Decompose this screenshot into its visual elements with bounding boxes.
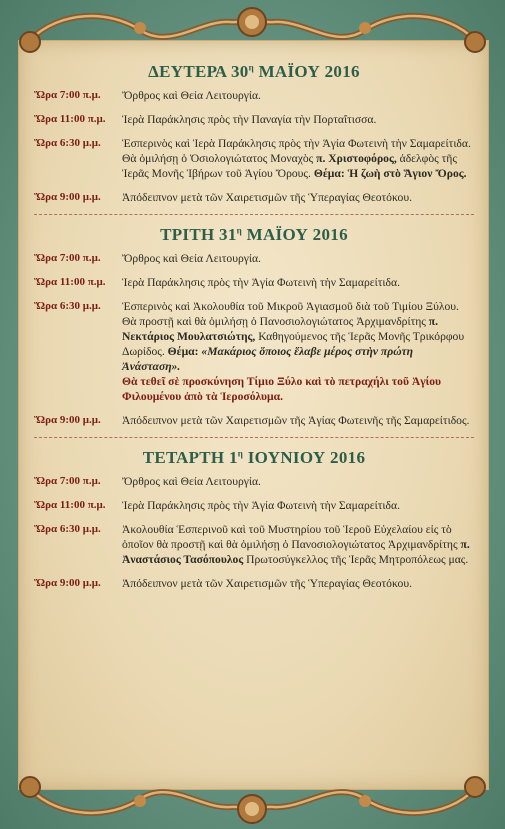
time-label: Ὥρα 7:00 π.μ. (34, 89, 101, 101)
speaker-name: π. Ἀναστάσιος Τασόπουλος (122, 538, 470, 566)
divider (34, 214, 474, 215)
event-text: Ἀπόδειπνον μετὰ τῶν Χαιρετισμῶν τῆς Ὑπεραγίας Θεοτόκου. (122, 577, 412, 590)
schedule-row (34, 413, 474, 428)
event-text: Ἱερὰ Παράκλησις πρὸς τὴν Ἁγία Φωτεινὴ τὴν Σαμαρείτιδα. (122, 276, 400, 289)
event-text: Ἀκολουθία Ἑσπερινοῦ καὶ τοῦ Μυστηρίου τοῦ Ἱεροῦ Εὐχελαίου εἰς τὸ ὁποῖον θὰ προστῇ καὶ θὰ ὁμιλήσῃ ὁ Πανοσιολογιώτατος Ἀρχιμανδρίτης π. Ἀναστάσιος Τασόπουλος Πρωτοσύγκελλος τῆς Ἱερᾶς Μητροπόλεως μας. (122, 523, 470, 566)
time-label: Ὥρα 6:30 μ.μ. (34, 523, 101, 535)
day-heading: ΤΕΤΑΡΤΗ $1^\eta$ ΙΟΥΝΙΟΥ 2016 (142, 448, 366, 467)
schedule-row (34, 136, 474, 181)
event-text: Ἀπόδειπνον μετὰ τῶν Χαιρετισμῶν τῆς Ὑπεραγίας Θεοτόκου. (122, 191, 412, 204)
time-label: Ὥρα 11:00 π.μ. (34, 113, 106, 125)
time-label: Ὥρα 7:00 π.μ. (34, 475, 101, 487)
bottom-ornament (0, 769, 505, 829)
speaker-name: π. Νεκτάριος Μουλατσιώτης, (122, 315, 439, 343)
day-heading: ΤΡΙΤΗ $31^\eta$ ΜΑΪΟΥ 2016 (160, 225, 348, 244)
event-text: Ἀπόδειπνον μετὰ τῶν Χαιρετισμῶν τῆς Ἁγίας Φωτεινῆς τῆς Σαμαρείτιδος. (122, 414, 470, 427)
veneration-note: Θὰ τεθεῖ σὲ προσκύνηση Τίμιο Ξύλο καὶ τὸ πετραχήλι τοῦ Ἁγίου Φιλουμένου ἀπὸ τὰ Ἱεροσόλυμα. (122, 375, 442, 403)
event-text: Ὄρθρος καὶ Θεία Λειτουργία. (122, 89, 261, 102)
schedule-content (34, 62, 474, 600)
schedule-row (34, 190, 474, 205)
time-label: Ὥρα 6:30 μ.μ. (34, 300, 101, 312)
time-label: Ὥρα 7:00 π.μ. (34, 252, 101, 264)
day-heading: ΔΕΥΤΕΡΑ $30^\eta$ ΜΑΪΟΥ 2016 (148, 62, 360, 81)
event-text: Ὄρθρος καὶ Θεία Λειτουργία. (122, 475, 261, 488)
event-text: Ἑσπερινὸς καὶ Ἀκολουθία τοῦ Μικροῦ Ἁγιασμοῦ διὰ τοῦ Τιμίου Ξύλου. Θὰ προστῇ καὶ θὰ ὁμιλήσῃ ὁ Πανοσιολογιώτατος Ἀρχιμανδρίτης π. Νεκτάριος Μουλατσιώτης, Καθηγούμενος τῆς Ἱερᾶς Μονῆς Τρικόρφου Δωρίδος. Θέμα: «Μακάριος ὅποιος ἔλαβε μέρος στὴν πρώτη Ἀνάσταση». Θὰ τεθεῖ σὲ προσκύνηση Τίμιο Ξύλο καὶ τὸ πετραχήλι τοῦ Ἁγίου Φιλουμένου ἀπὸ τὰ Ἱεροσόλυμα. (122, 300, 465, 403)
talk-topic: Θέμα: Ἡ ζωὴ στὸ Ἅγιον Ὄρος. (313, 167, 467, 180)
divider (34, 437, 474, 438)
time-label: Ὥρα 11:00 π.μ. (34, 499, 106, 511)
schedule-row (34, 576, 474, 591)
talk-topic-label: Θέμα: (167, 345, 199, 358)
time-label: Ὥρα 11:00 π.μ. (34, 276, 106, 288)
time-label: Ὥρα 9:00 μ.μ. (34, 414, 101, 426)
time-label: Ὥρα 9:00 μ.μ. (34, 191, 101, 203)
talk-topic: «Μακάριος ὅποιος ἔλαβε μέρος στὴν πρώτη Ἀνάσταση». (122, 345, 413, 373)
schedule-row (34, 498, 474, 513)
event-text: Ὄρθρος καὶ Θεία Λειτουργία. (122, 252, 261, 265)
schedule-row (34, 474, 474, 489)
schedule-row (34, 88, 474, 103)
event-text: Ἑσπερινὸς καὶ Ἱερὰ Παράκλησις πρὸς τὴν Ἁγία Φωτεινὴ τὴν Σαμαρείτιδα. Θὰ ὁμιλήσῃ ὁ Ὁσιολογιώτατος Μοναχὸς π. Χριστοφόρος, ἀδελφὸς τῆς Ἱερᾶς Μονῆς Ἰβήρων τοῦ Ἁγίου Ὄρους. Θέμα: Ἡ ζωὴ στὸ Ἅγιον Ὄρος. (122, 137, 471, 180)
schedule-row (34, 275, 474, 290)
time-label: Ὥρα 6:30 μ.μ. (34, 137, 101, 149)
schedule-row (34, 251, 474, 266)
top-ornament (0, 0, 505, 60)
schedule-row (34, 299, 474, 404)
event-text: Ἱερὰ Παράκλησις πρὸς τὴν Ἁγία Φωτεινὴ τὴν Σαμαρείτιδα. (122, 499, 400, 512)
time-label: Ὥρα 9:00 μ.μ. (34, 577, 101, 589)
speaker-name: π. Χριστοφόρος, (316, 152, 397, 165)
schedule-row (34, 112, 474, 127)
schedule-row (34, 522, 474, 567)
event-text: Ἱερὰ Παράκλησις πρὸς τὴν Παναγία τὴν Πορταΐτισσα. (122, 113, 377, 126)
